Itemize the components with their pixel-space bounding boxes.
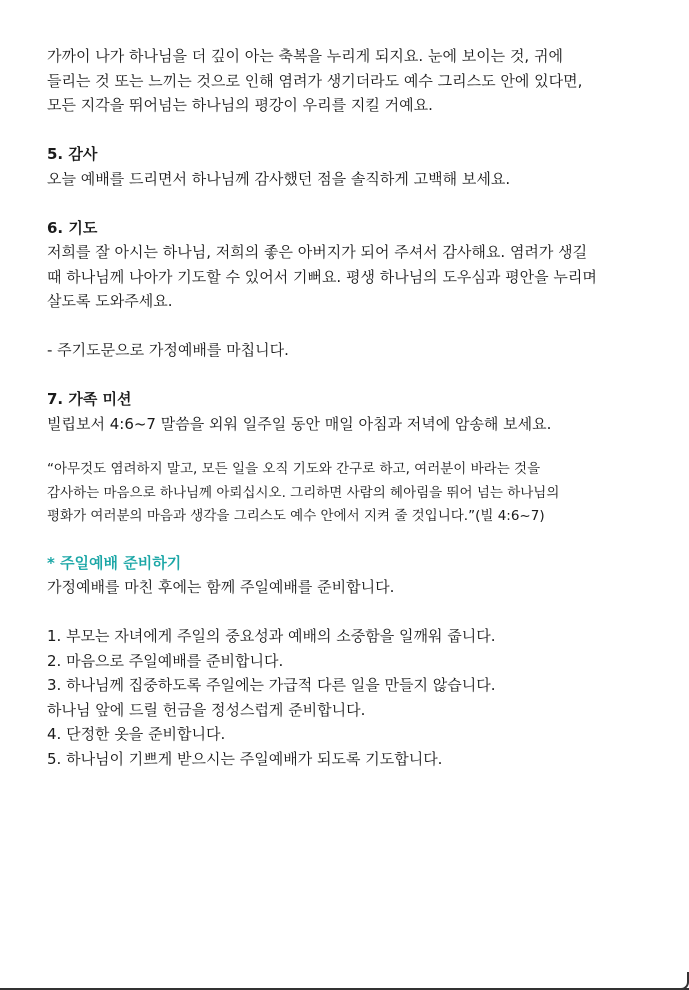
quote-line: “아무것도 염려하지 말고, 모든 일을 오직 기도와 간구로 하고, 여러분이 바라는 것을 [47, 461, 541, 477]
list-item: 2. 마음으로 주일예배를 준비합니다. [47, 651, 284, 670]
section-6-line: 때 하나님께 나아가 기도할 수 있어서 기뻐요. 평생 하나님의 도우심과 평안을 누리며 [47, 267, 597, 286]
intro-paragraph [47, 44, 657, 118]
quote-line: 평화가 여러분의 마음과 생각을 그리스도 예수 안에서 지켜 줄 것입니다.”(빌 4:6~7) [47, 508, 545, 524]
list-item: 하나님 앞에 드릴 헌금을 정성스럽게 준비합니다. [47, 700, 366, 719]
section-6-paragraph [47, 240, 657, 314]
section-7-line: 빌립보서 4:6~7 말씀을 외워 일주일 동안 매일 아침과 저녁에 암송해 보세요. [47, 414, 552, 433]
list-item: 5. 하나님이 기쁘게 받으시는 주일예배가 되도록 기도합니다. [47, 749, 443, 768]
section-7-heading: 7. 가족 미션 [47, 390, 132, 408]
document-content [47, 44, 657, 771]
list-item: 4. 단정한 옷을 준비합니다. [47, 725, 226, 743]
section-5-line: 오늘 예배를 드리면서 하나님께 감사했던 점을 솔직하게 고백해 보세요. [47, 169, 511, 188]
section-7-paragraph [47, 412, 657, 437]
scripture-quote [47, 458, 657, 529]
list-item: 3. 하나님께 집중하도록 주일에는 가급적 다른 일을 만들지 않습니다. [47, 676, 496, 694]
sunday-prep-heading: * 주일예배 준비하기 [47, 553, 182, 572]
intro-line: 들리는 것 또는 느끼는 것으로 인해 염려가 생기더라도 예수 그리스도 안에 있다면, [47, 71, 583, 90]
section-5-paragraph [47, 167, 657, 192]
section-6-line: 살도록 도와주세요. [47, 292, 173, 310]
sunday-prep-list [47, 624, 657, 771]
closing-note: - 주기도문으로 가정예배를 마칩니다. [47, 341, 289, 359]
list-item: 1. 부모는 자녀에게 주일의 중요성과 예배의 소중함을 일깨워 줍니다. [47, 627, 496, 645]
quote-line: 감사하는 마음으로 하나님께 아뢰십시오. 그리하면 사람의 헤아림을 뛰어 넘는 하나님의 [47, 484, 560, 501]
intro-line: 모든 지각을 뛰어넘는 하나님의 평강이 우리를 지킬 거예요. [47, 96, 433, 114]
sunday-prep-intro: 가정예배를 마친 후에는 함께 주일예배를 준비합니다. [47, 578, 395, 596]
intro-line: 가까이 나가 하나님을 더 깊이 아는 축복을 누리게 되지요. 눈에 보이는 것, 귀에 [47, 47, 563, 65]
section-6-heading: 6. 기도 [47, 218, 98, 237]
section-5-heading: 5. 감사 [47, 145, 98, 163]
section-6-line: 저희를 잘 아시는 하나님, 저희의 좋은 아버지가 되어 주셔서 감사해요. 염려가 생길 [47, 243, 588, 261]
